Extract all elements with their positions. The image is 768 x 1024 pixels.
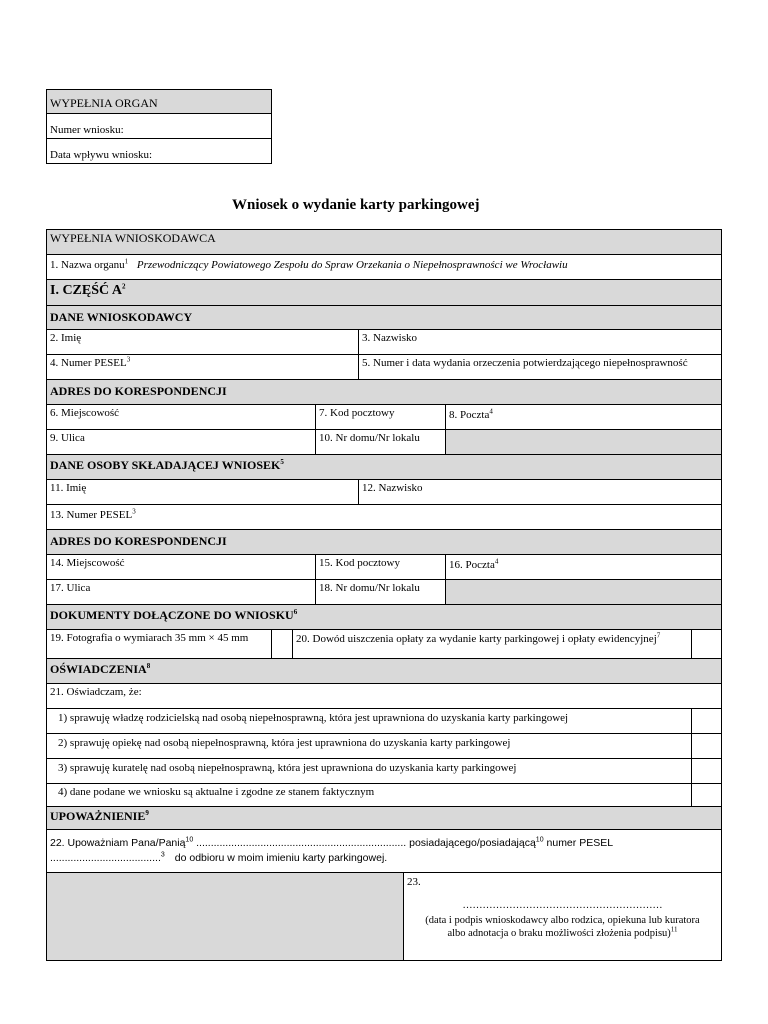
signature-caption-line-2 (407, 927, 718, 940)
authorization-label: UPOWAŻNIENIE (50, 809, 146, 823)
declarations-label: OŚWIADCZENIA (50, 662, 147, 676)
footnote-ref: 11 (670, 925, 678, 934)
authority-name-value: Przewodniczący Powiatowego Zespołu do Spraw Orzekania o Niepełnosprawności we Wrocławiu (136, 259, 568, 271)
house-number-field-2[interactable]: 18. Nr domu/Nr lokalu (315, 579, 446, 605)
applicant-last-name-field[interactable]: 3. Nazwisko (358, 329, 722, 355)
footnote-ref: 7 (656, 631, 661, 640)
postal-code-field[interactable]: 7. Kod pocztowy (315, 404, 446, 430)
declaration-item: 3) sprawuję kuratelę nad osobą niepełnosprawną, która jest uprawniona do uzyskania karty parkingowej (46, 758, 692, 784)
footnote-ref: 4 (494, 557, 499, 566)
receipt-date-field[interactable]: Data wpływu wniosku: (46, 138, 272, 164)
postal-code-field-2[interactable]: 15. Kod pocztowy (315, 554, 446, 580)
footnote-ref: 2 (121, 282, 126, 291)
post-office-field[interactable] (445, 404, 722, 430)
authorization-line-1 (50, 836, 718, 851)
footnote-ref: 3 (160, 851, 165, 859)
declarations-header (46, 658, 722, 684)
application-number-field[interactable]: Numer wniosku: (46, 113, 272, 139)
authorization-line-2 (50, 851, 718, 866)
submitter-data-label: DANE OSOBY SKŁADAJĄCEJ WNIOSEK (50, 458, 281, 472)
photo-checkbox[interactable] (271, 629, 293, 659)
submitter-data-header (46, 454, 722, 480)
part-a-header (46, 279, 722, 306)
organ-box-header: WYPEŁNIA ORGAN (46, 89, 272, 114)
submitter-last-name-field[interactable]: 12. Nazwisko (358, 479, 722, 505)
part-a-label: I. CZĘŚĆ A (50, 283, 122, 298)
authorization-text: posiadającego/posiadającą (409, 837, 536, 849)
house-number-field[interactable]: 10. Nr domu/Nr lokalu (315, 429, 446, 455)
dotted-fill: ........................................................................ (193, 837, 410, 849)
submitter-pesel-label: 13. Numer PESEL (50, 509, 133, 521)
post-office-label: 8. Poczta (449, 409, 490, 421)
declarations-intro: 21. Oświadczam, że: (46, 683, 722, 709)
authorization-text: 22. Upoważniam Pana/Panią (50, 837, 186, 849)
authorization-text: do odbioru w moim imieniu karty parkingowej. (174, 852, 388, 864)
authorization-header (46, 806, 722, 830)
signature-caption-text: albo adnotacja o braku możliwości złożenia podpisu) (447, 928, 671, 939)
post-office-field-2[interactable] (445, 554, 722, 580)
city-field-2[interactable]: 14. Miejscowość (46, 554, 316, 580)
street-field-2[interactable]: 17. Ulica (46, 579, 316, 605)
authorization-statement[interactable] (46, 829, 722, 873)
fee-proof-text: 20. Dowód uiszczenia opłaty za wydanie karty parkingowej i opłaty ewidencyjnej (296, 633, 657, 645)
authority-name-row (46, 254, 722, 280)
authority-name-label: 1. Nazwa organu (50, 259, 125, 271)
declaration-checkbox[interactable] (691, 783, 722, 807)
fee-proof-checkbox[interactable] (691, 629, 722, 659)
footnote-ref: 10 (185, 836, 194, 844)
declaration-item: 2) sprawuję opiekę nad osobą niepełnosprawną, która jest uprawniona do uzyskania karty parkingowej (46, 733, 692, 759)
footnote-ref: 8 (146, 662, 151, 670)
correspondence-address-header: ADRES DO KORESPONDENCJI (46, 379, 722, 405)
declaration-checkbox[interactable] (691, 733, 722, 759)
page-title: Wniosek o wydanie karty parkingowej (232, 197, 480, 213)
dotted-fill: ...................................... (50, 852, 161, 864)
attached-documents-header (46, 604, 722, 630)
signature-number: 23. (407, 876, 421, 888)
photo-document-label: 19. Fotografia o wymiarach 35 mm × 45 mm (46, 629, 272, 659)
gray-filler-2 (445, 579, 722, 605)
signature-box[interactable] (403, 872, 722, 961)
submitter-pesel-field[interactable] (46, 504, 722, 530)
authorization-text: numer PESEL (543, 837, 614, 849)
footnote-ref: 3 (132, 507, 136, 516)
attached-documents-label: DOKUMENTY DOŁĄCZONE DO WNIOSKU (50, 608, 294, 622)
signature-caption-line-1: (data i podpis wnioskodawcy albo rodzica, opiekuna lub kuratora (425, 915, 700, 926)
footnote-ref: 5 (280, 458, 284, 466)
footnote-ref: 10 (535, 836, 544, 844)
applicant-section-header: WYPEŁNIA WNIOSKODAWCA (46, 229, 722, 255)
footnote-ref: 4 (489, 407, 493, 416)
applicant-pesel-label: 4. Numer PESEL (50, 357, 127, 369)
submitter-first-name-field[interactable]: 11. Imię (46, 479, 359, 505)
footnote-ref: 1 (124, 257, 129, 266)
applicant-data-header: DANE WNIOSKODAWCY (46, 305, 722, 330)
declaration-checkbox[interactable] (691, 758, 722, 784)
declaration-checkbox[interactable] (691, 708, 722, 734)
disability-certificate-field[interactable]: 5. Numer i data wydania orzeczenia potwierdzającego niepełnosprawność (358, 354, 722, 380)
footnote-ref: 9 (145, 809, 149, 817)
fee-proof-label (292, 629, 692, 659)
applicant-first-name-field[interactable]: 2. Imię (46, 329, 359, 355)
gray-filler (445, 429, 722, 455)
street-field[interactable]: 9. Ulica (46, 429, 316, 455)
applicant-pesel-field[interactable] (46, 354, 359, 380)
declaration-item: 1) sprawuję władzę rodzicielską nad osobą niepełnosprawną, która jest uprawniona do uzyskania karty parkingowej (46, 708, 692, 734)
declaration-item: 4) dane podane we wniosku są aktualne i zgodne ze stanem faktycznym (46, 783, 692, 807)
footnote-ref: 3 (126, 355, 131, 364)
post-office-label-2: 16. Poczta (449, 559, 495, 571)
gray-filler-signature (46, 872, 404, 961)
city-field[interactable]: 6. Miejscowość (46, 404, 316, 430)
correspondence-address-header-2: ADRES DO KORESPONDENCJI (46, 529, 722, 555)
signature-dots: …………………………………………………… (462, 900, 663, 911)
footnote-ref: 6 (293, 608, 298, 616)
